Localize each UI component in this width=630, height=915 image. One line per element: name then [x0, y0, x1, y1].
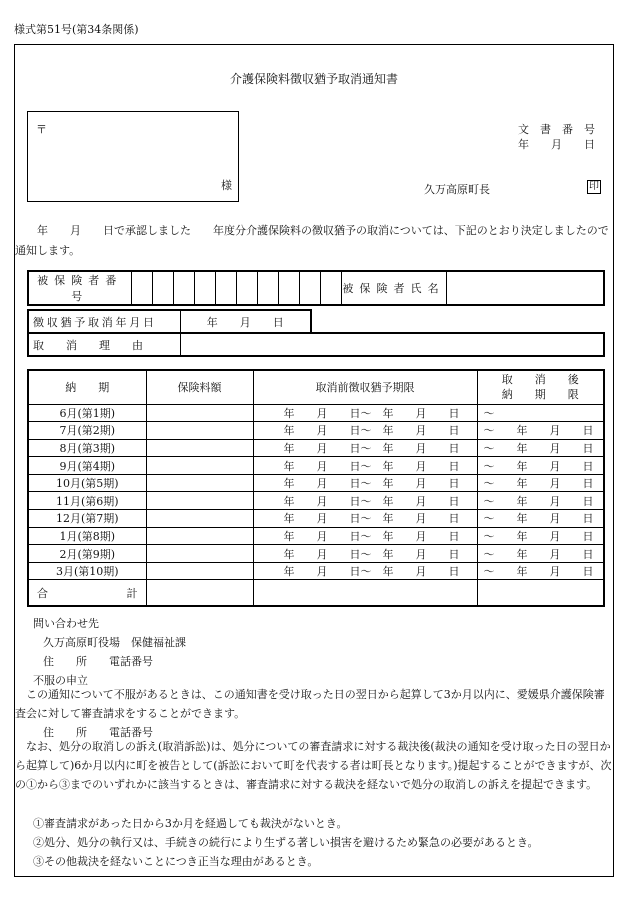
header-amount: 保険料額	[146, 370, 253, 404]
total-amount-cell[interactable]	[146, 580, 253, 606]
insured-number-digit[interactable]	[131, 271, 152, 305]
address-box	[27, 111, 239, 202]
row-after[interactable]: ～ 年 月 日	[477, 545, 604, 563]
document-title: 介護保険料徴収猶予取消通知書	[229, 72, 398, 86]
row-after[interactable]: ～	[477, 404, 604, 422]
schedule-row	[28, 527, 604, 545]
schedule-table	[27, 369, 605, 607]
seal-mark: 印	[589, 181, 599, 192]
schedule-row	[28, 510, 604, 528]
insured-number-digit[interactable]	[152, 271, 173, 305]
total-label-b: 計	[126, 586, 138, 600]
document-date-label: 年 月 日	[518, 138, 595, 151]
header-after-line1: 取 消 後	[501, 373, 579, 387]
intro-text: 年 月 日で承認しました 年度分介護保険料の徴収猶予の取消については、下記のとおり決定しましたので通知します。	[15, 224, 609, 257]
row-before[interactable]: 年 月 日～ 年 月 日	[253, 527, 477, 545]
mayor-name: 久万高原町長	[424, 183, 490, 196]
header-after-line2: 納 期 限	[501, 388, 579, 402]
lawsuit-text: なお、処分の取消しの訴え(取消訴訟)は、処分についての審査請求に対する裁決後(裁決の通知を受け取った日の翌日から起算して)6か月以内に町を被告として(訴訟において町を代表する者は町長となります。)提起することができますが、次の①から③までのいずれかに該当するときは、審査請求に対する裁決を経ないで処分の取消しの訴えを提起できます。	[15, 740, 612, 792]
contact-office: 久万高原町役場 保健福祉課	[43, 636, 186, 649]
row-before[interactable]: 年 月 日～ 年 月 日	[253, 404, 477, 422]
insured-name-label: 被保険者氏名	[341, 271, 446, 305]
total-after-cell	[477, 580, 604, 606]
row-after[interactable]: ～ 年 月 日	[477, 422, 604, 440]
exception-item-2: ②処分、処分の執行又は、手続きの続行により生ずる著しい損害を避けるため緊急の必要があるとき。	[33, 836, 539, 849]
exception-item-3: ③その他裁決を経ないことにつき正当な理由があるとき。	[33, 855, 319, 868]
row-before[interactable]: 年 月 日～ 年 月 日	[253, 545, 477, 563]
document-number-label: 文 書 番 号	[518, 123, 595, 136]
cancel-date-label: 徴収猶予取消年月日	[28, 310, 180, 333]
contact-address-phone: 住 所 電話番号	[43, 655, 153, 668]
appeal-title: 不服の申立	[33, 674, 88, 687]
row-before[interactable]: 年 月 日～ 年 月 日	[253, 562, 477, 580]
total-label-cell	[28, 580, 146, 606]
cancel-date-value[interactable]: 年 月 日	[180, 310, 311, 333]
cancel-date-table	[27, 309, 312, 334]
row-period: 9月(第4期)	[28, 457, 146, 475]
insured-number-digit[interactable]	[215, 271, 236, 305]
row-after[interactable]: ～ 年 月 日	[477, 492, 604, 510]
insured-number-digit[interactable]	[278, 271, 299, 305]
insured-number-digit[interactable]	[320, 271, 341, 305]
appeal-address-phone: 住 所 電話番号	[43, 726, 153, 739]
row-amount[interactable]	[146, 492, 253, 510]
row-amount[interactable]	[146, 562, 253, 580]
row-before[interactable]: 年 月 日～ 年 月 日	[253, 439, 477, 457]
insured-number-digit[interactable]	[257, 271, 278, 305]
row-before[interactable]: 年 月 日～ 年 月 日	[253, 474, 477, 492]
row-after[interactable]: ～ 年 月 日	[477, 510, 604, 528]
insured-name-field[interactable]	[446, 271, 604, 305]
row-period: 12月(第7期)	[28, 510, 146, 528]
schedule-row	[28, 492, 604, 510]
row-after[interactable]: ～ 年 月 日	[477, 457, 604, 475]
row-amount[interactable]	[146, 404, 253, 422]
header-after	[477, 370, 604, 404]
row-after[interactable]: ～ 年 月 日	[477, 562, 604, 580]
row-period: 10月(第5期)	[28, 474, 146, 492]
row-amount[interactable]	[146, 527, 253, 545]
schedule-row	[28, 457, 604, 475]
exception-item-1: ①審査請求があった日から3か月を経過しても裁決がないとき。	[33, 817, 348, 830]
row-period: 3月(第10期)	[28, 562, 146, 580]
row-after[interactable]: ～ 年 月 日	[477, 527, 604, 545]
insured-number-digit[interactable]	[173, 271, 194, 305]
form-id: 様式第51号(第34条関係)	[14, 23, 139, 36]
row-amount[interactable]	[146, 422, 253, 440]
row-period: 7月(第2期)	[28, 422, 146, 440]
row-period: 8月(第3期)	[28, 439, 146, 457]
insured-number-label: 被保険者番号	[28, 271, 131, 305]
insured-table	[27, 270, 605, 306]
row-after[interactable]: ～ 年 月 日	[477, 439, 604, 457]
row-period: 11月(第6期)	[28, 492, 146, 510]
row-before[interactable]: 年 月 日～ 年 月 日	[253, 457, 477, 475]
row-after[interactable]: ～ 年 月 日	[477, 474, 604, 492]
header-period: 納 期	[28, 370, 146, 404]
schedule-row	[28, 439, 604, 457]
appeal-text: この通知について不服があるときは、この通知書を受け取った日の翌日から起算して3か月以内に、愛媛県介護保険審査会に対して審査請求をすることができます。	[15, 688, 605, 721]
schedule-row	[28, 422, 604, 440]
row-period: 6月(第1期)	[28, 404, 146, 422]
row-before[interactable]: 年 月 日～ 年 月 日	[253, 492, 477, 510]
row-before[interactable]: 年 月 日～ 年 月 日	[253, 510, 477, 528]
row-amount[interactable]	[146, 474, 253, 492]
row-amount[interactable]	[146, 545, 253, 563]
schedule-row	[28, 545, 604, 563]
cancel-reason-label: 取 消 理 由	[28, 333, 180, 356]
total-label-a: 合	[37, 586, 48, 600]
schedule-row	[28, 474, 604, 492]
schedule-row	[28, 562, 604, 580]
contact-label: 問い合わせ先	[33, 617, 99, 630]
insured-number-digit[interactable]	[194, 271, 215, 305]
row-before[interactable]: 年 月 日～ 年 月 日	[253, 422, 477, 440]
postal-mark: 〒	[36, 123, 47, 136]
row-amount[interactable]	[146, 439, 253, 457]
row-amount[interactable]	[146, 457, 253, 475]
cancel-reason-table	[27, 332, 605, 357]
row-period: 2月(第9期)	[28, 545, 146, 563]
insured-number-digit[interactable]	[299, 271, 320, 305]
total-before-cell	[253, 580, 477, 606]
header-before: 取消前徴収猶予期限	[253, 370, 477, 404]
row-period: 1月(第8期)	[28, 527, 146, 545]
insured-number-digit[interactable]	[236, 271, 257, 305]
row-amount[interactable]	[146, 510, 253, 528]
schedule-row	[28, 404, 604, 422]
sama-label: 様	[221, 179, 232, 192]
cancel-reason-field[interactable]	[180, 333, 604, 356]
